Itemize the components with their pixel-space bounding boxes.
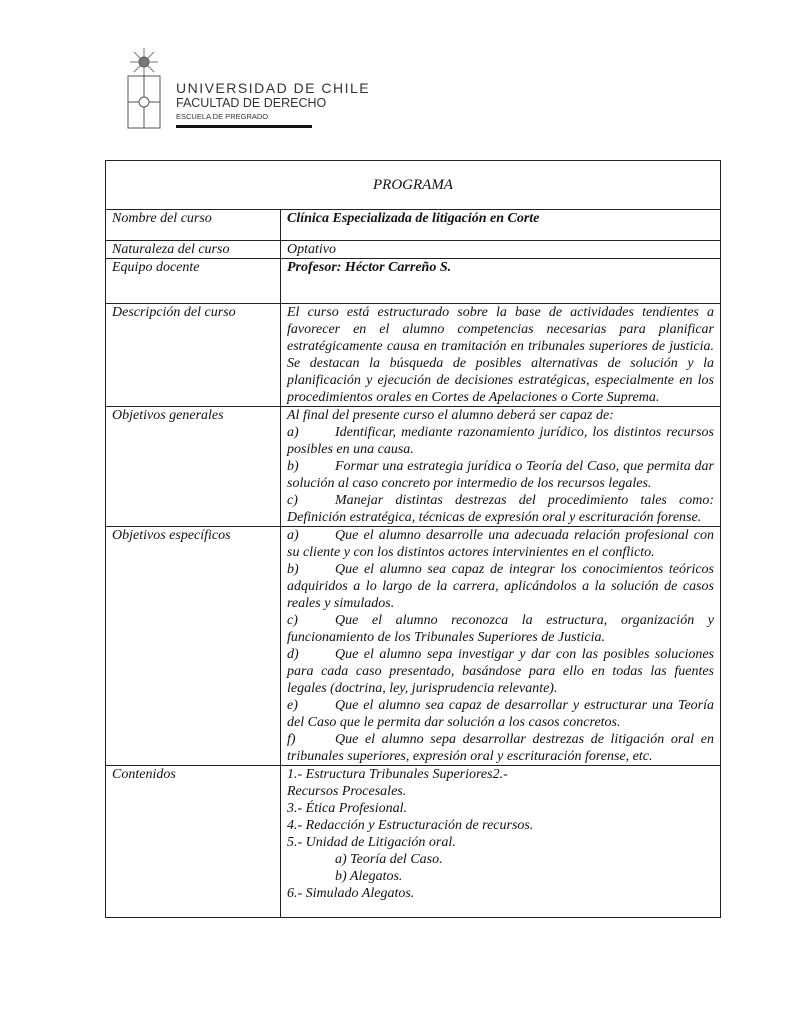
general-objectives-label: Objetivos generales — [106, 407, 281, 527]
teaching-team-value: Profesor: Héctor Carreño S. — [287, 260, 452, 275]
general-objectives-intro: Al final del presente curso el alumno deberá ser capaz de: — [287, 408, 614, 423]
content-line: Recursos Procesales. — [287, 784, 407, 799]
general-objectives-cell — [281, 407, 721, 527]
specific-objective-item: e) Que el alumno sea capaz de desarrollar y estructurar una Teoría del Caso que le permita dar solución a los casos concretos. — [287, 698, 714, 730]
specific-objective-item: f) Que el alumno sepa desarrollar destrezas de litigación oral en tribunales superiores, expresión oral y escrituración forense, etc. — [287, 732, 714, 764]
general-objective-item: b) Formar una estrategia jurídica o Teoría del Caso, que permita dar solución al caso concreto por intermedio de los recursos legales. — [287, 459, 714, 491]
specific-objectives-cell — [281, 527, 721, 766]
content-subline: a) Teoría del Caso. — [335, 852, 443, 867]
teaching-team-label: Equipo docente — [106, 259, 281, 304]
school-name: ESCUELA DE PREGRADO — [176, 112, 269, 121]
contents-label: Contenidos — [106, 766, 281, 918]
contents-cell — [281, 766, 721, 918]
general-objective-item: a) Identificar, mediante razonamiento jurídico, los distintos recursos posibles en una causa. — [287, 425, 714, 457]
faculty-name: FACULTAD DE DERECHO — [176, 96, 327, 110]
header-rule — [176, 125, 312, 128]
content-line: 6.- Simulado Alegatos. — [287, 886, 415, 901]
university-name: UNIVERSIDAD DE CHILE — [176, 80, 371, 96]
description-label: Descripción del curso — [106, 304, 281, 407]
specific-objective-item: c) Que el alumno reconozca la estructura, organización y funcionamiento de los Tribunales Superiores de Justicia. — [287, 613, 714, 645]
content-line: 3.- Ética Profesional. — [287, 801, 408, 816]
content-line: 1.- Estructura Tribunales Superiores2.- — [287, 767, 508, 782]
content-subline: b) Alegatos. — [335, 869, 403, 884]
general-objective-item: c) Manejar distintas destrezas del procedimiento tales como: Definición estratégica, técnicas de expresión oral y escrituración forense. — [287, 493, 714, 525]
content-line: 4.- Redacción y Estructuración de recursos. — [287, 818, 534, 833]
course-nature-value: Optativo — [281, 241, 721, 259]
course-name-label: Nombre del curso — [106, 210, 281, 241]
specific-objective-item: b) Que el alumno sea capaz de integrar los conocimientos teóricos adquiridos a lo largo de la carrera, aplicándolos a la solución de casos reales y simulados. — [287, 562, 714, 611]
content-line: 5.- Unidad de Litigación oral. — [287, 835, 456, 850]
program-title: PROGRAMA — [106, 161, 721, 210]
course-nature-label: Naturaleza del curso — [106, 241, 281, 259]
specific-objectives-label: Objetivos específicos — [106, 527, 281, 766]
program-table — [105, 160, 721, 918]
specific-objective-item: d) Que el alumno sepa investigar y dar con las posibles soluciones para cada caso presentado, basándose para ello en todas las fuentes legales (doctrina, ley, jurisprudencia relevante). — [287, 647, 714, 696]
specific-objective-item: a) Que el alumno desarrolle una adecuada relación profesional con su cliente y con los distintos actores intervinientes en el conflicto. — [287, 528, 714, 560]
course-name-value: Clínica Especializada de litigación en Corte — [287, 211, 540, 226]
description-value: El curso está estructurado sobre la base de actividades tendientes a favorecer en el alumno competencias necesarias para planificar estratégicamente causa en tramitación en tribunales superiores de justicia. Se destacan la búsqueda de posibles alternativas de solución y la planificación y ejecución de decisiones estratégicas, especialmente en los procedimientos orales en Cortes de Apelaciones o Corte Suprema. — [281, 304, 721, 407]
